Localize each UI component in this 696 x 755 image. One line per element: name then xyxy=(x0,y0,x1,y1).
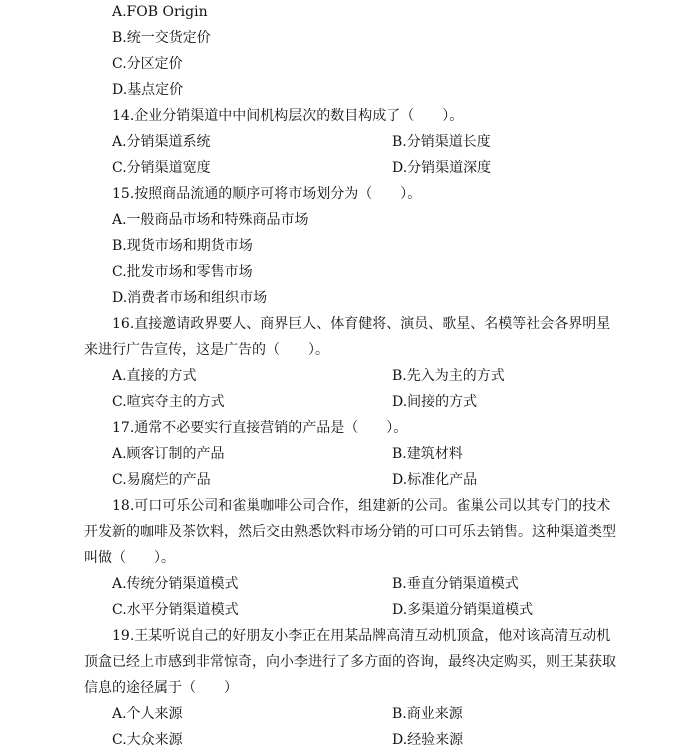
q15-option-b: B.现货市场和期货市场 xyxy=(112,238,253,254)
q13-option-d: D.基点定价 xyxy=(112,82,184,98)
q13-option-c: C.分区定价 xyxy=(112,56,183,72)
q17-option-b: B.建筑材料 xyxy=(392,446,463,462)
q18-question-line1: 18.可口可乐公司和雀巢咖啡公司合作，组建新的公司。雀巢公司以其专门的技术 xyxy=(112,498,611,514)
q18-option-d: D.多渠道分销渠道模式 xyxy=(392,602,534,618)
q14-option-b: B.分销渠道长度 xyxy=(392,134,491,150)
q17-option-a: A.顾客订制的产品 xyxy=(112,446,225,462)
q14-question: 14.企业分销渠道中中间机构层次的数目构成了（ ）。 xyxy=(112,108,464,124)
q13-option-b: B.统一交货定价 xyxy=(112,30,211,46)
q16-question-line2: 来进行广告宣传，这是广告的（ ）。 xyxy=(84,342,329,358)
q19-option-c: C.大众来源 xyxy=(112,732,183,748)
q15-option-c: C.批发市场和零售市场 xyxy=(112,264,253,280)
q19-question-line2: 顶盒已经上市感到非常惊奇，向小李进行了多方面的咨询，最终决定购买，则王某获取 xyxy=(84,654,616,670)
q16-question-line1: 16.直接邀请政界要人、商界巨人、体育健将、演员、歌星、名模等社会各界明星 xyxy=(112,316,611,332)
q14-option-a: A.分销渠道系统 xyxy=(112,134,211,150)
q16-option-b: B.先入为主的方式 xyxy=(392,368,505,384)
q15-question: 15.按照商品流通的顺序可将市场划分为（ ）。 xyxy=(112,186,422,202)
q19-option-a: A.个人来源 xyxy=(112,706,183,722)
q14-option-c: C.分销渠道宽度 xyxy=(112,160,211,176)
q18-option-b: B.垂直分销渠道模式 xyxy=(392,576,519,592)
q15-option-a: A.一般商品市场和特殊商品市场 xyxy=(112,212,309,228)
q19-option-b: B.商业来源 xyxy=(392,706,463,722)
q16-option-d: D.间接的方式 xyxy=(392,394,478,410)
q17-option-d: D.标准化产品 xyxy=(392,472,478,488)
q15-option-d: D.消费者市场和组织市场 xyxy=(112,290,268,306)
q19-question-line1: 19.王某听说自己的好朋友小李正在用某品牌高清互动机顶盒，他对该高清互动机 xyxy=(112,628,611,644)
q18-option-a: A.传统分销渠道模式 xyxy=(112,576,239,592)
q17-question: 17.通常不必要实行直接营销的产品是（ ）。 xyxy=(112,420,408,436)
q18-option-c: C.水平分销渠道模式 xyxy=(112,602,239,618)
q19-question-line3: 信息的途径属于（ ） xyxy=(84,680,238,696)
q18-question-line3: 叫做（ ）。 xyxy=(84,550,175,566)
q16-option-c: C.喧宾夺主的方式 xyxy=(112,394,225,410)
q13-option-a: A.FOB Origin xyxy=(112,4,208,20)
q16-option-a: A.直接的方式 xyxy=(112,368,197,384)
q14-option-d: D.分销渠道深度 xyxy=(392,160,492,176)
q19-option-d: D.经验来源 xyxy=(392,732,464,748)
q17-option-c: C.易腐烂的产品 xyxy=(112,472,211,488)
q18-question-line2: 开发新的咖啡及茶饮料，然后交由熟悉饮料市场分销的可口可乐去销售。这种渠道类型 xyxy=(84,524,616,540)
